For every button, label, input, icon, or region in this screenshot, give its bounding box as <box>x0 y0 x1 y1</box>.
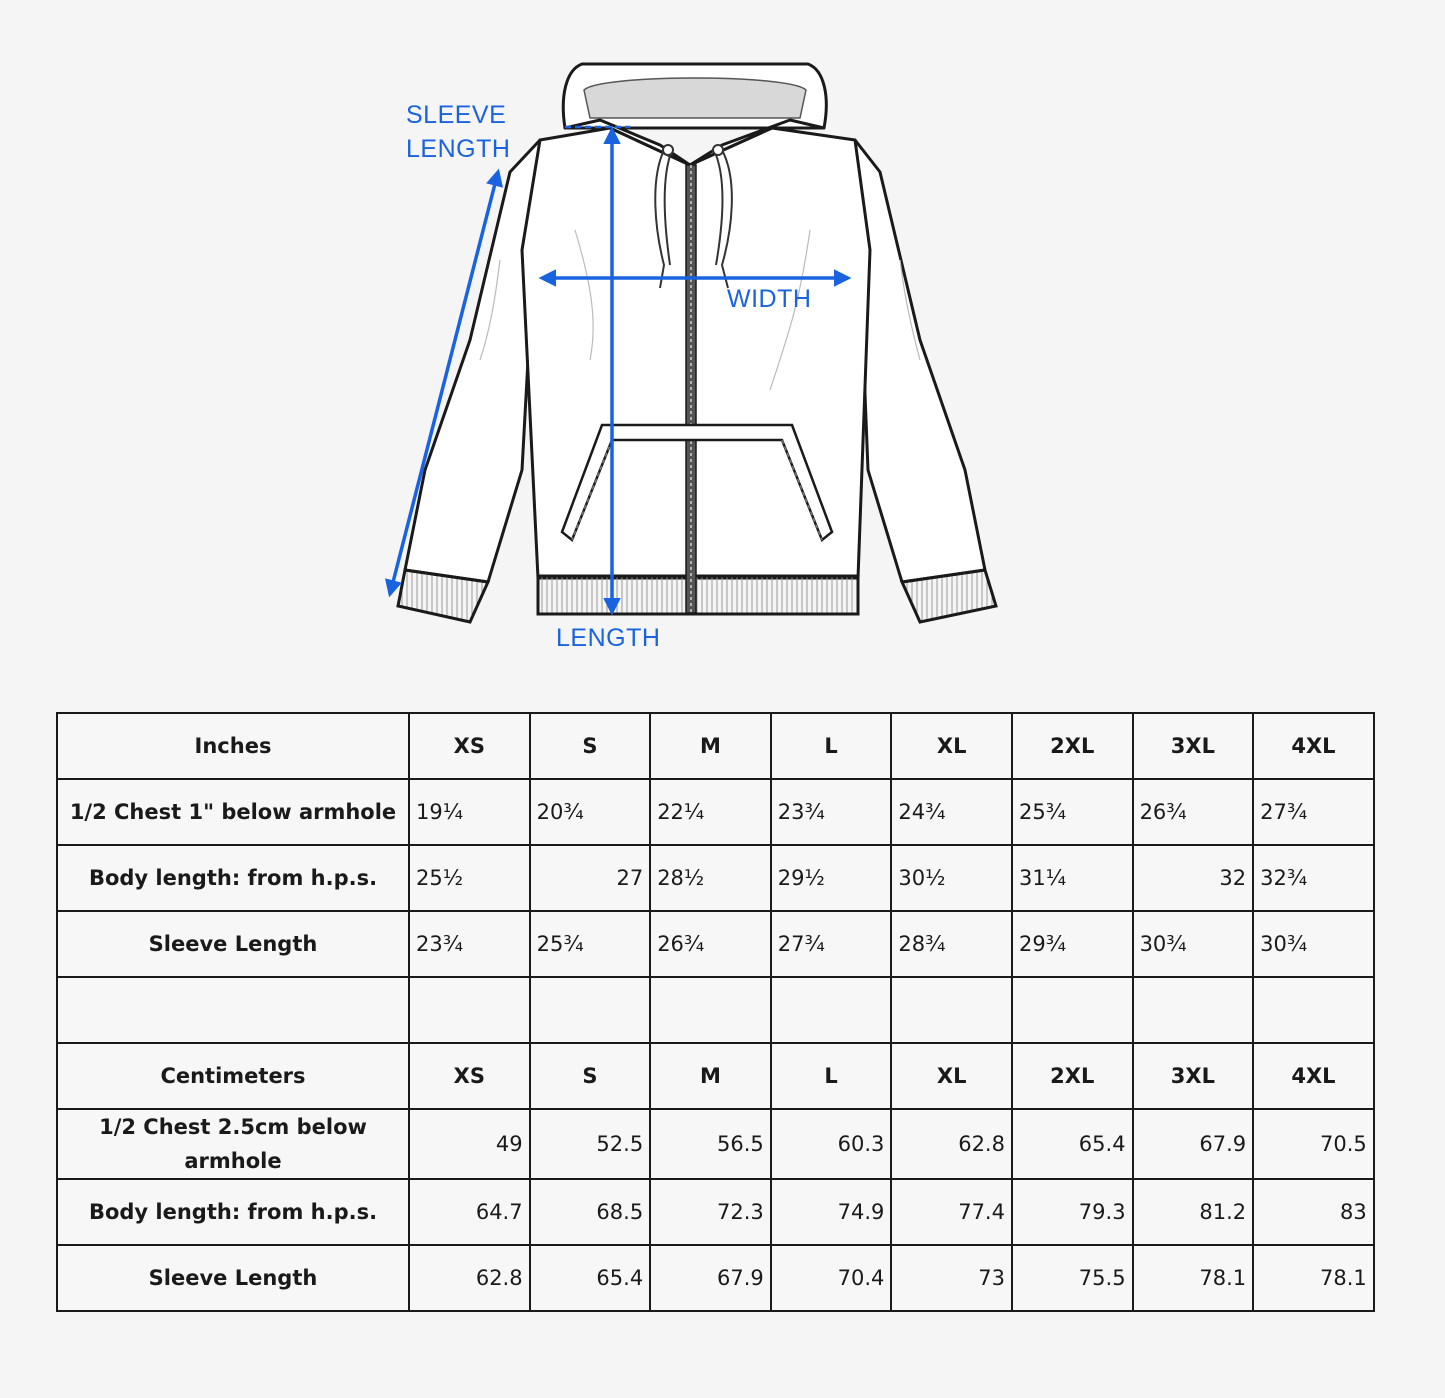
size-header-2xl: 2XL <box>1012 713 1133 779</box>
empty-cell <box>409 977 530 1043</box>
centimeters-header-row <box>57 1043 1374 1109</box>
sleeve-label-line1: SLEEVE <box>406 101 507 129</box>
size-chart-table <box>56 712 1375 1312</box>
table-cell: 49 <box>409 1109 530 1179</box>
empty-cell <box>530 977 651 1043</box>
measurement-label: Body length: from h.p.s. <box>57 845 409 911</box>
sleeve-label-line2: LENGTH <box>406 135 511 163</box>
zipper <box>686 165 696 613</box>
table-cell: 24¾ <box>891 779 1012 845</box>
table-cell: 83 <box>1253 1179 1374 1245</box>
table-cell: 25½ <box>409 845 530 911</box>
table-row <box>57 911 1374 977</box>
hood-lining <box>584 78 806 118</box>
table-cell: 81.2 <box>1133 1179 1254 1245</box>
table-cell: 78.1 <box>1253 1245 1374 1311</box>
table-cell: 29½ <box>771 845 892 911</box>
table-cell: 27¾ <box>771 911 892 977</box>
table-cell: 28¾ <box>891 911 1012 977</box>
right-sleeve <box>855 140 985 582</box>
size-header-4xl: 4XL <box>1253 1043 1374 1109</box>
empty-cell <box>57 977 409 1043</box>
measurement-label: Sleeve Length <box>57 911 409 977</box>
measurement-label: Body length: from h.p.s. <box>57 1179 409 1245</box>
empty-cell <box>1253 977 1374 1043</box>
table-cell: 25¾ <box>530 911 651 977</box>
table-cell: 78.1 <box>1133 1245 1254 1311</box>
table-cell: 27¾ <box>1253 779 1374 845</box>
table-cell: 77.4 <box>891 1179 1012 1245</box>
table-cell: 20¾ <box>530 779 651 845</box>
table-cell: 75.5 <box>1012 1245 1133 1311</box>
size-header-3xl: 3XL <box>1133 1043 1254 1109</box>
table-cell: 28½ <box>650 845 771 911</box>
table-cell: 62.8 <box>891 1109 1012 1179</box>
table-cell: 72.3 <box>650 1179 771 1245</box>
measurement-label: Sleeve Length <box>57 1245 409 1311</box>
table-cell: 31¼ <box>1012 845 1133 911</box>
measurement-label: 1/2 Chest 1" below armhole <box>57 779 409 845</box>
size-header-4xl: 4XL <box>1253 713 1374 779</box>
inches-header-row <box>57 713 1374 779</box>
size-header-xs: XS <box>409 713 530 779</box>
empty-cell <box>1012 977 1133 1043</box>
size-header-xl: XL <box>891 1043 1012 1109</box>
table-row <box>57 1179 1374 1245</box>
length-label: LENGTH <box>556 624 661 652</box>
table-cell: 27 <box>530 845 651 911</box>
table-cell: 65.4 <box>1012 1109 1133 1179</box>
spacer-row <box>57 977 1374 1043</box>
table-cell: 30¾ <box>1253 911 1374 977</box>
table-cell: 23¾ <box>771 779 892 845</box>
sleeve-length-label <box>406 98 510 166</box>
table-row <box>57 1109 1374 1179</box>
size-header-2xl: 2XL <box>1012 1043 1133 1109</box>
table-cell: 23¾ <box>409 911 530 977</box>
table-cell: 67.9 <box>650 1245 771 1311</box>
size-chart-body <box>57 713 1374 1311</box>
table-cell: 65.4 <box>530 1245 651 1311</box>
hoodie-measurement-diagram <box>0 0 1445 680</box>
table-cell: 29¾ <box>1012 911 1133 977</box>
table-cell: 19¼ <box>409 779 530 845</box>
waistband <box>538 576 858 614</box>
table-cell: 70.5 <box>1253 1109 1374 1179</box>
measurement-label: 1/2 Chest 2.5cm below armhole <box>57 1109 409 1179</box>
inches-unit-label: Inches <box>57 713 409 779</box>
width-label: WIDTH <box>727 285 812 313</box>
left-sleeve <box>405 140 540 582</box>
size-header-l: L <box>771 1043 892 1109</box>
table-cell: 32¾ <box>1253 845 1374 911</box>
table-cell: 62.8 <box>409 1245 530 1311</box>
table-cell: 68.5 <box>530 1179 651 1245</box>
table-cell: 67.9 <box>1133 1109 1254 1179</box>
empty-cell <box>771 977 892 1043</box>
table-cell: 79.3 <box>1012 1179 1133 1245</box>
empty-cell <box>1133 977 1254 1043</box>
size-header-3xl: 3XL <box>1133 713 1254 779</box>
table-row <box>57 779 1374 845</box>
empty-cell <box>650 977 771 1043</box>
table-cell: 70.4 <box>771 1245 892 1311</box>
table-row <box>57 1245 1374 1311</box>
table-cell: 73 <box>891 1245 1012 1311</box>
empty-cell <box>891 977 1012 1043</box>
table-row <box>57 845 1374 911</box>
table-cell: 26¾ <box>650 911 771 977</box>
table-cell: 60.3 <box>771 1109 892 1179</box>
size-header-s: S <box>530 713 651 779</box>
table-cell: 26¾ <box>1133 779 1254 845</box>
size-header-m: M <box>650 1043 771 1109</box>
table-cell: 52.5 <box>530 1109 651 1179</box>
table-cell: 56.5 <box>650 1109 771 1179</box>
centimeters-unit-label: Centimeters <box>57 1043 409 1109</box>
table-cell: 22¼ <box>650 779 771 845</box>
table-cell: 64.7 <box>409 1179 530 1245</box>
table-cell: 30¾ <box>1133 911 1254 977</box>
size-header-xl: XL <box>891 713 1012 779</box>
table-cell: 30½ <box>891 845 1012 911</box>
table-cell: 25¾ <box>1012 779 1133 845</box>
size-header-m: M <box>650 713 771 779</box>
table-cell: 74.9 <box>771 1179 892 1245</box>
size-header-xs: XS <box>409 1043 530 1109</box>
size-header-s: S <box>530 1043 651 1109</box>
size-header-l: L <box>771 713 892 779</box>
table-cell: 32 <box>1133 845 1254 911</box>
